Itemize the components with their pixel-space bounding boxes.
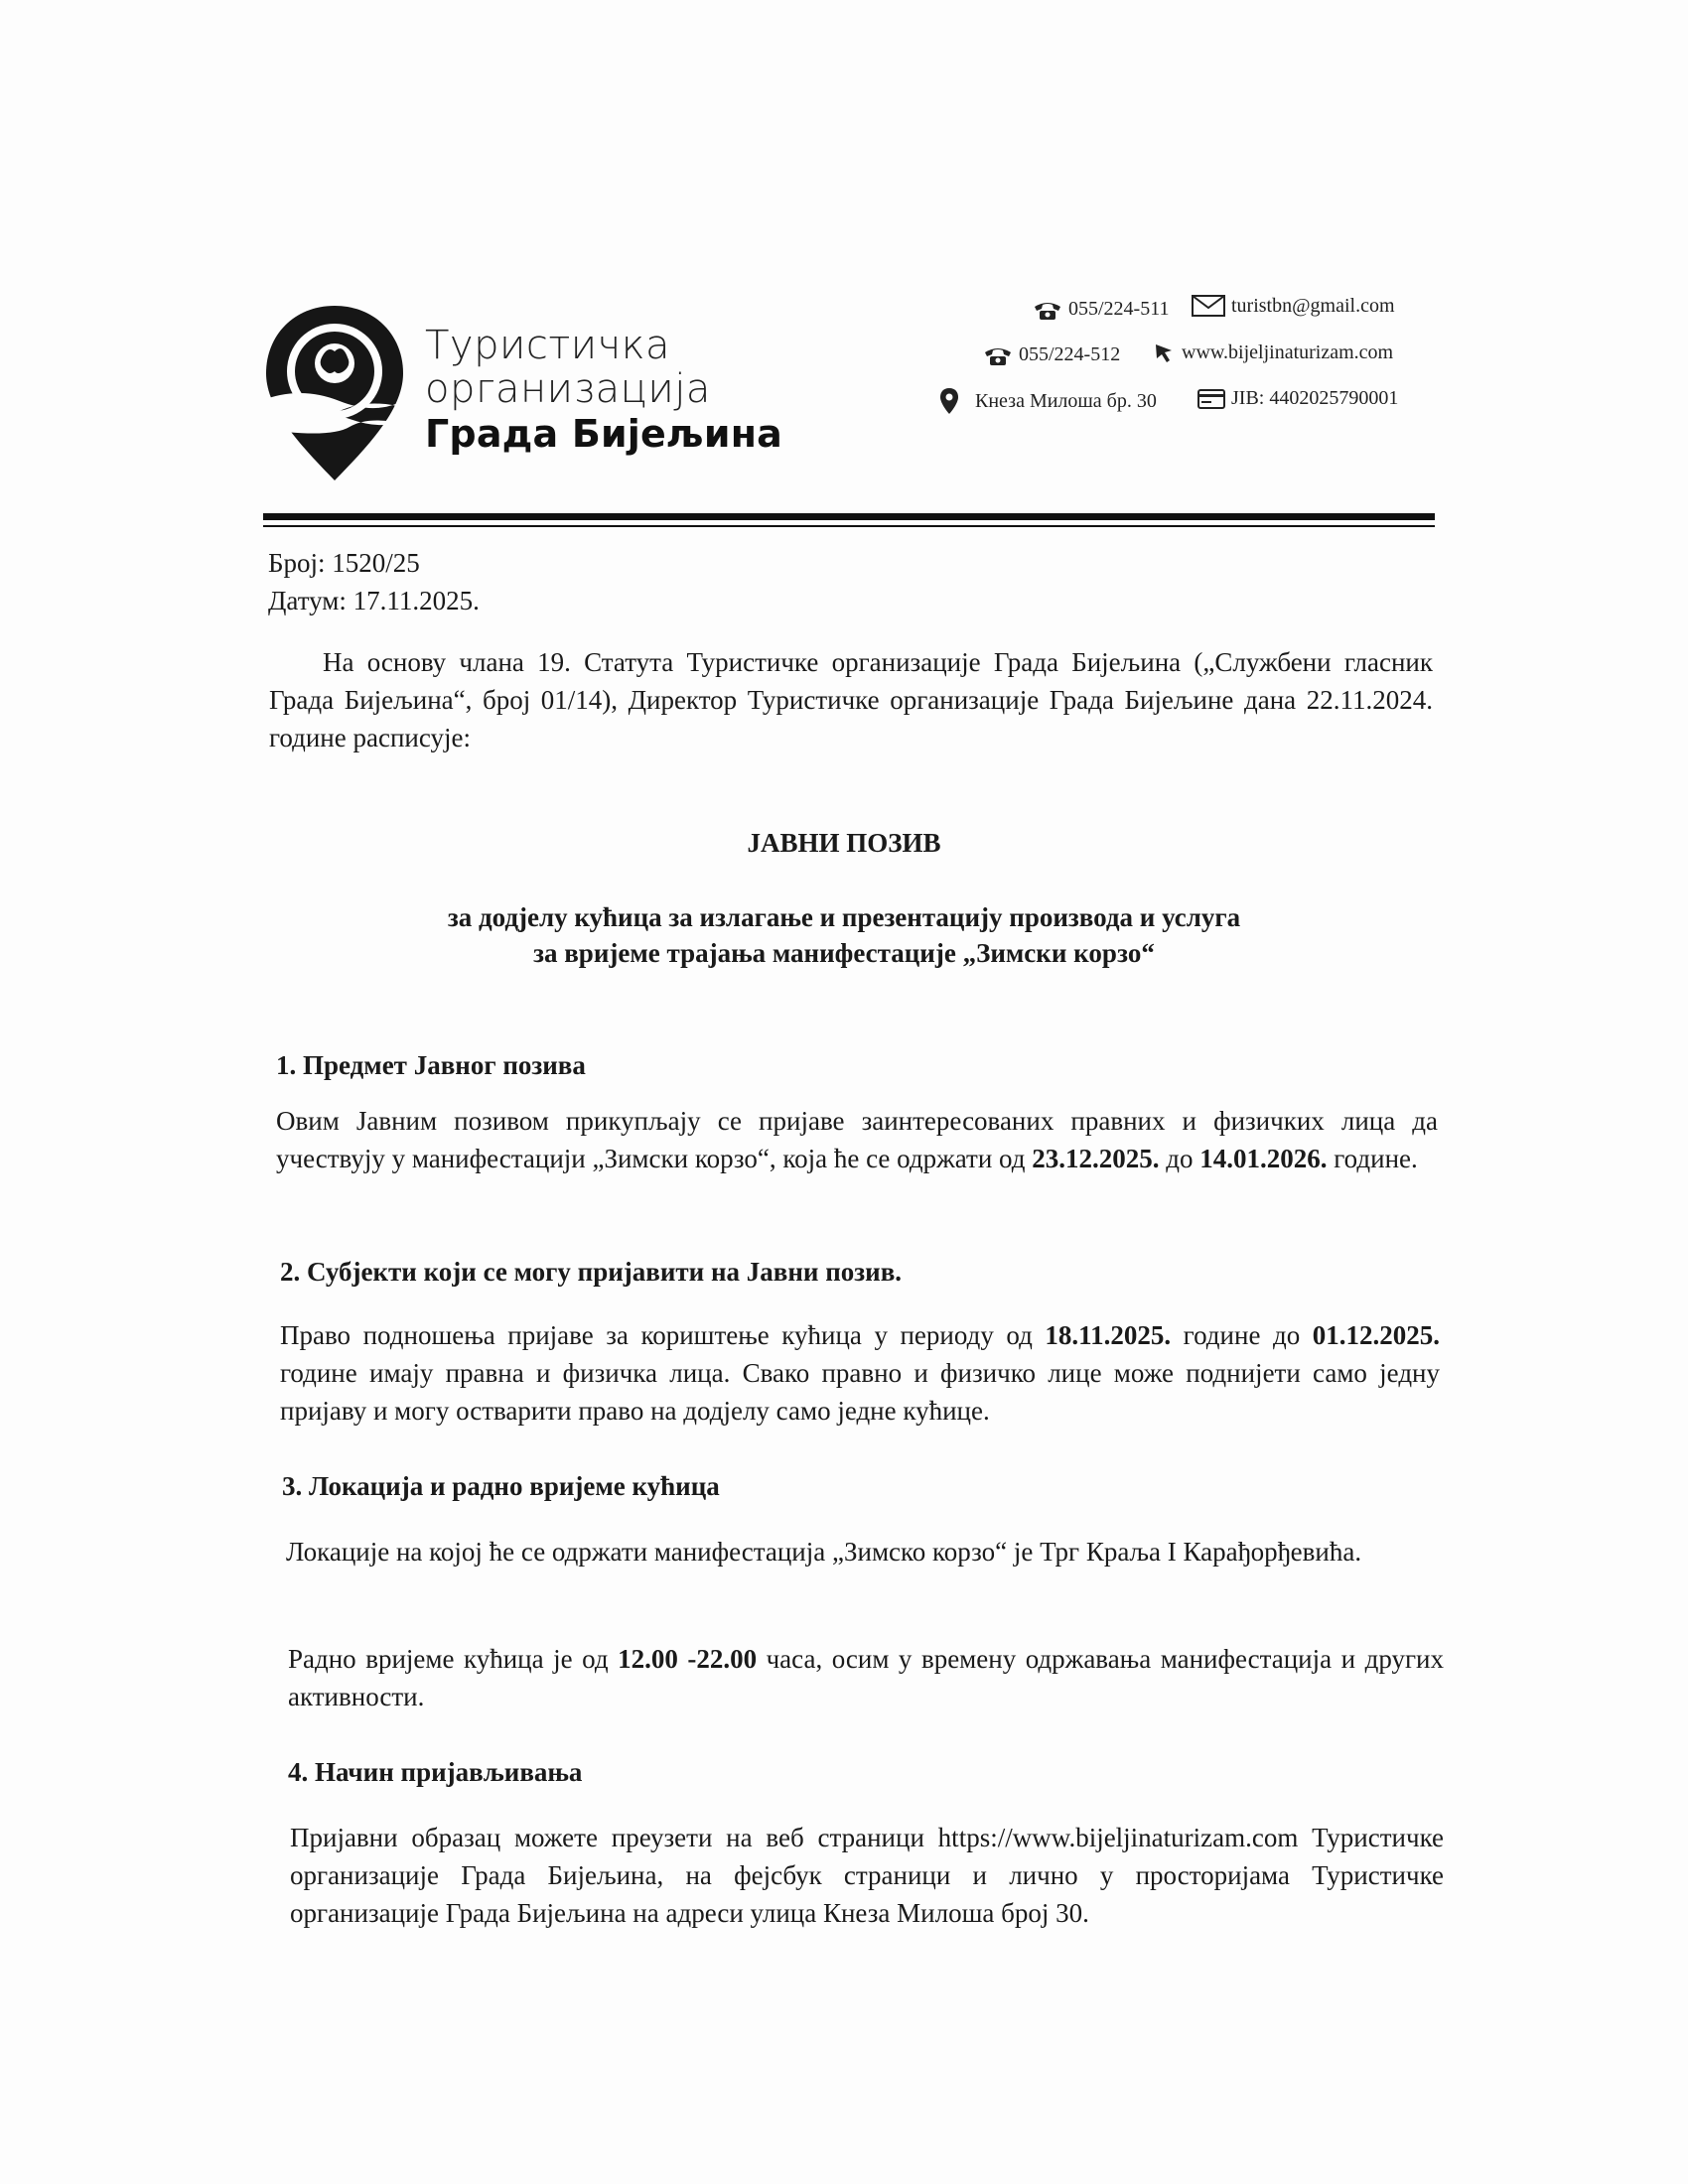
text-run: године до: [1171, 1320, 1313, 1350]
text-run: до: [1159, 1144, 1200, 1173]
text-run: године имају правна и физичка лица. Свако правно и физичко лице може поднијети само једну пријаву и могу остварити право на додјелу само једне кућице.: [280, 1358, 1440, 1426]
document-number: Број: 1520/25: [268, 548, 420, 578]
cursor-icon: [1154, 342, 1176, 364]
logo-line-1: Туристичка: [425, 323, 671, 368]
emphasized-value: 14.01.2026.: [1199, 1144, 1328, 1173]
header-divider-thick: [263, 513, 1435, 520]
logo-line-3: Града Бијељина: [425, 412, 782, 456]
emphasized-value: 01.12.2025.: [1312, 1320, 1440, 1350]
section-2-heading: 2. Субјекти који се могу пријавити на Јавни позив.: [280, 1257, 903, 1287]
text-run: часа, осим у времену одржавања манифестација и других активности.: [288, 1644, 1444, 1711]
document-subtitle-line-2: за вријеме трајања манифестације „Зимски корзо“: [533, 938, 1155, 968]
document-date: Датум: 17.11.2025.: [268, 586, 480, 615]
header-divider-thin: [263, 525, 1435, 527]
phone-2-text: 055/224-512: [1019, 343, 1121, 365]
section-3-heading: 3. Локација и радно вријеме кућица: [282, 1471, 720, 1501]
phone-1-text: 055/224-511: [1068, 298, 1170, 320]
text-run: Локације на којој ће се одржати манифестација „Зимско корзо“ је Трг Краља I Карађорђевића.: [286, 1537, 1362, 1567]
location-pin-icon: [939, 387, 959, 415]
phone-icon: [983, 344, 1013, 366]
section-3-paragraph-2: [288, 1640, 1444, 1715]
section-3-paragraph-1: [286, 1533, 1442, 1570]
pin-logo-icon: [260, 298, 409, 486]
phone-icon: [1033, 299, 1062, 321]
section-2-paragraph: [280, 1316, 1440, 1430]
emphasized-value: 12.00 -22.00: [618, 1644, 758, 1674]
address-text: Кнеза Милоша бр. 30: [975, 389, 1157, 412]
intro-paragraph: На основу члана 19. Статута Туристичке организације Града Бијељина („Службени гласник Града Бијељина“, број 01/14), Директор Туристичке организације Града Бијељине дана 22.11.2024. године расписује:: [269, 647, 1433, 752]
id-card-icon: [1197, 389, 1225, 409]
contact-phone-2: [983, 343, 1120, 366]
website-text: www.bijeljinaturizam.com: [1182, 341, 1394, 363]
logo-line-2: организација: [425, 366, 711, 412]
document-title: ЈАВНИ ПОЗИВ: [747, 828, 941, 858]
jib-text: JIB: 4402025790001: [1231, 387, 1399, 409]
section-1-paragraph: [276, 1102, 1438, 1177]
contact-jib: [1197, 387, 1398, 410]
contact-address: [939, 387, 1157, 415]
text-run: Право подношења пријаве за кориштење кућица у периоду од: [280, 1320, 1046, 1350]
logo-wordmark: [425, 323, 782, 456]
emphasized-value: 18.11.2025.: [1045, 1320, 1172, 1350]
section-4-heading: 4. Начин пријављивања: [288, 1757, 583, 1787]
contact-phone-1: [1033, 298, 1169, 321]
envelope-icon: [1192, 294, 1225, 318]
text-run: Пријавни образац можете преузети на веб страници https://www.bijeljinaturizam.com Туристичке организације Града Бијељина, на фејсбук страници и лично у просторијама Туристичке организације Града Бијељина на адреси улица Кнеза Милоша број 30.: [290, 1823, 1444, 1928]
emphasized-value: 23.12.2025.: [1032, 1144, 1160, 1173]
section-1-heading: 1. Предмет Јавног позива: [276, 1050, 586, 1080]
text-run: Радно вријеме кућица је од: [288, 1644, 619, 1674]
text-run: године.: [1327, 1144, 1418, 1173]
text-run: Овим Јавним позивом прикупљају се пријаве заинтересованих правних и физичких лица да учествују у манифестацији „Зимски корзо“, која ће се одржати од: [276, 1106, 1438, 1173]
contact-email: [1192, 294, 1395, 318]
document-subtitle-line-1: за додјелу кућица за излагање и презентацију производа и услуга: [447, 902, 1241, 932]
contact-website: [1154, 341, 1393, 364]
section-4-paragraph: [290, 1819, 1444, 1932]
email-text: turistbn@gmail.com: [1231, 294, 1395, 317]
